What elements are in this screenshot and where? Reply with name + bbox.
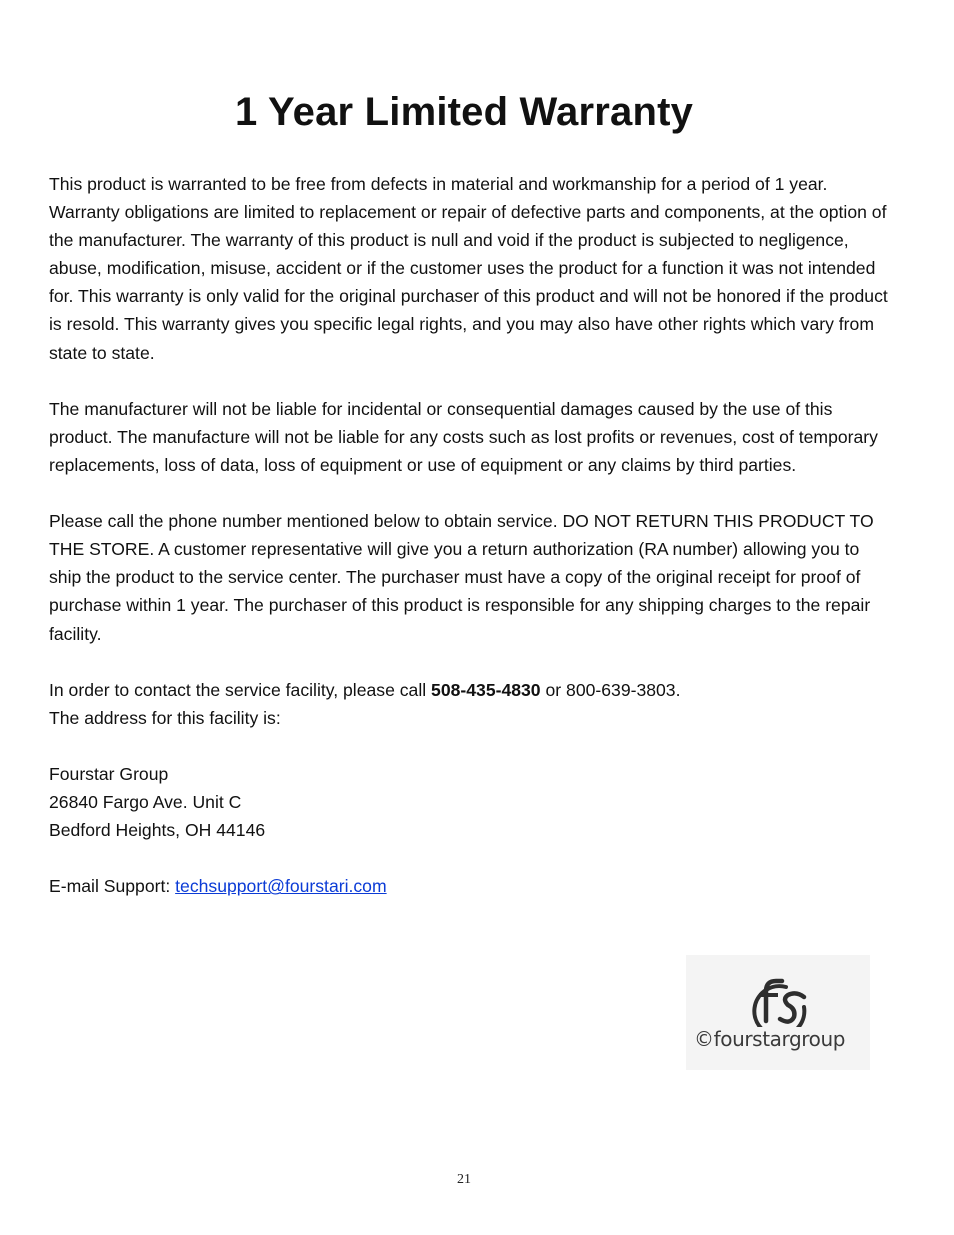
page-number: 21: [457, 1172, 471, 1187]
contact-phone-line: [49, 676, 889, 704]
warranty-coverage-paragraph: This product is warranted to be free from defects in material and workmanship for a period of 1 year. Warranty obligations are limited to replacement or repair of defective parts and components, at the option of the manufacturer. The warranty of this product is null and void if the product is subjected to negligence, abuse, modification, misuse, accident or if the customer uses the product for a function it was not intended for. This warranty is only valid for the original purchaser of this product and will not be honored if the product is resold. This warranty gives you specific legal rights, and you may also have other rights which vary from state to state.: [49, 174, 888, 363]
phone-separator-text: or: [540, 679, 567, 700]
address-street: 26840 Fargo Ave. Unit C: [49, 792, 242, 813]
fourstargroup-logo: [686, 955, 870, 1070]
email-label: E-mail Support:: [49, 876, 176, 897]
secondary-phone-number: 800-639-3803: [566, 679, 676, 700]
page-title: 1 Year Limited Warranty: [234, 90, 694, 134]
liability-paragraph: The manufacturer will not be liable for incidental or consequential damages caused by the use of this product. The manufacture will not be liable for any costs such as lost profits or revenues, cost of temporary replacements, loss of data, loss of equipment or use of equipment or any claims by third parties.: [49, 398, 878, 475]
primary-phone-number: 508-435-4830: [431, 679, 541, 700]
fs-logo-mark-icon: [686, 955, 870, 1027]
address-city-state-zip: Bedford Heights, OH 44146: [49, 820, 266, 841]
email-support-line: [49, 872, 889, 900]
logo-mark-text: fs: [782, 1011, 783, 1012]
logo-wordmark: ©fourstargroup: [694, 1027, 846, 1051]
email-support-link[interactable]: techsupport@fourstari.com: [175, 876, 387, 897]
phone-end-text: .: [675, 679, 681, 700]
address-intro-line: The address for this facility is:: [49, 707, 281, 728]
warranty-body: [49, 170, 889, 900]
contact-intro-text: In order to contact the service facility, please call: [49, 679, 432, 700]
address-company: Fourstar Group: [49, 763, 169, 784]
service-instructions-paragraph: Please call the phone number mentioned below to obtain service. DO NOT RETURN THIS PRODUCT TO THE STORE. A customer representative will give you a return authorization (RA number) allowing you to ship the product to the service center. The purchaser must have a copy of the original receipt for proof of purchase within 1 year. The purchaser of this product is responsible for any shipping charges to the repair facility.: [49, 511, 874, 644]
